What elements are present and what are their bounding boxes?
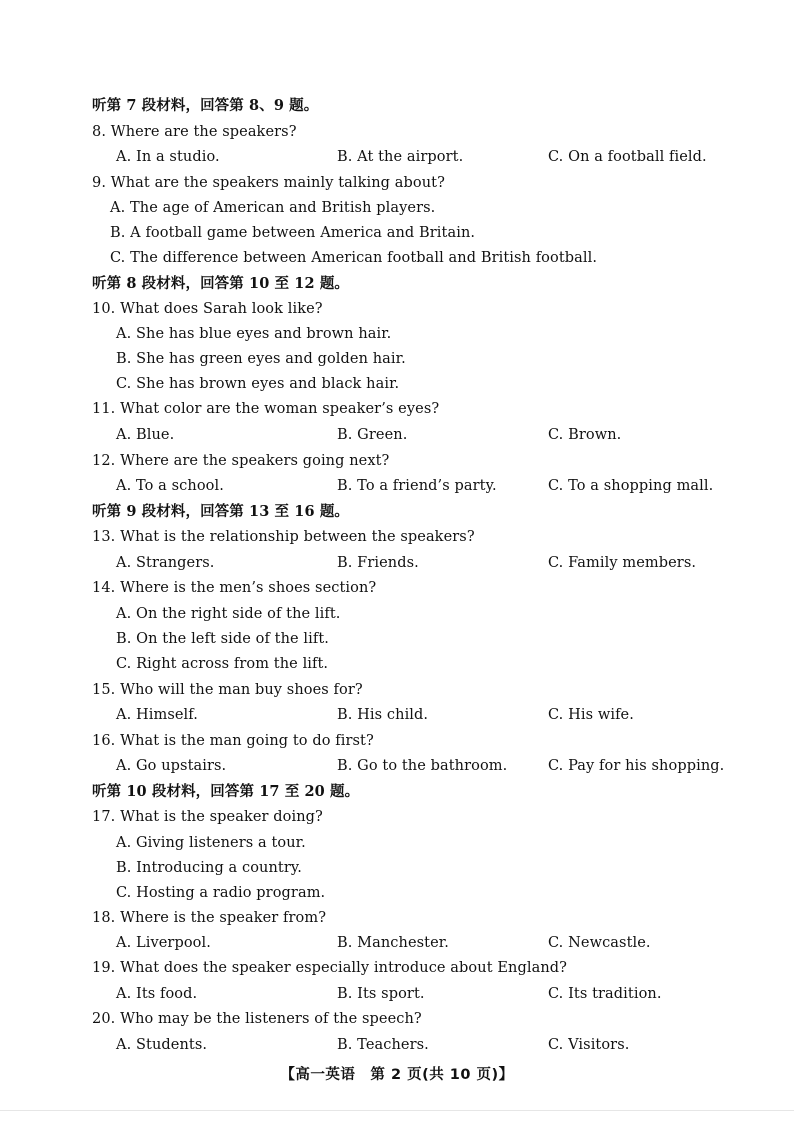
- question-9-option-c: C. The difference between American football and British football.: [110, 250, 598, 266]
- question-18-option-a: A. Liverpool.: [116, 935, 211, 951]
- question-18-option-b: B. Manchester.: [337, 935, 449, 951]
- question-12-option-a: A. To a school.: [116, 478, 224, 494]
- question-14-option-a: A. On the right side of the lift.: [116, 606, 341, 622]
- question-16-option-c: C. Pay for his shopping.: [548, 758, 725, 774]
- section-heading-7: 听第 7 段材料，回答第 8、9 题。: [92, 97, 319, 114]
- question-17: 17. What is the speaker doing?: [92, 809, 323, 825]
- question-14-option-c: C. Right across from the lift.: [116, 656, 329, 672]
- question-8-option-c: C. On a football field.: [548, 149, 707, 165]
- bottom-divider: [0, 1110, 794, 1111]
- question-12-option-b: B. To a friend’s party.: [337, 478, 497, 494]
- section-heading-10: 听第 10 段材料，回答第 17 至 20 题。: [92, 783, 360, 800]
- question-8-option-a: A. In a studio.: [116, 149, 220, 165]
- question-16: 16. What is the man going to do first?: [92, 733, 374, 749]
- question-17-option-b: B. Introducing a country.: [116, 860, 302, 876]
- question-11-option-a: A. Blue.: [116, 427, 175, 443]
- question-10-option-c: C. She has brown eyes and black hair.: [116, 376, 400, 392]
- question-16-option-b: B. Go to the bathroom.: [337, 758, 508, 774]
- question-12: 12. Where are the speakers going next?: [92, 453, 390, 469]
- question-11: 11. What color are the woman speaker’s eyes?: [92, 401, 440, 417]
- section-heading-8: 听第 8 段材料，回答第 10 至 12 题。: [92, 275, 350, 292]
- question-17-option-c: C. Hosting a radio program.: [116, 885, 326, 901]
- question-15: 15. Who will the man buy shoes for?: [92, 682, 363, 698]
- question-10-option-b: B. She has green eyes and golden hair.: [116, 351, 406, 367]
- question-13-option-a: A. Strangers.: [116, 555, 215, 571]
- question-20-option-c: C. Visitors.: [548, 1037, 630, 1053]
- question-8: 8. Where are the speakers?: [92, 124, 297, 140]
- question-20-option-a: A. Students.: [116, 1037, 208, 1053]
- page-footer: 【高一英语 第 2 页(共 10 页)】: [280, 1067, 514, 1083]
- question-9-option-b: B. A football game between America and Britain.: [110, 225, 476, 241]
- section-heading-9: 听第 9 段材料，回答第 13 至 16 题。: [92, 503, 350, 520]
- question-19-option-b: B. Its sport.: [337, 986, 425, 1002]
- question-8-option-b: B. At the airport.: [337, 149, 464, 165]
- question-18-option-c: C. Newcastle.: [548, 935, 651, 951]
- question-19: 19. What does the speaker especially introduce about England?: [92, 960, 568, 976]
- question-20: 20. Who may be the listeners of the speech?: [92, 1011, 422, 1027]
- question-11-option-c: C. Brown.: [548, 427, 622, 443]
- question-19-option-a: A. Its food.: [116, 986, 198, 1002]
- question-13-option-c: C. Family members.: [548, 555, 697, 571]
- question-15-option-a: A. Himself.: [116, 707, 198, 723]
- question-12-option-c: C. To a shopping mall.: [548, 478, 714, 494]
- question-14: 14. Where is the men’s shoes section?: [92, 580, 377, 596]
- question-11-option-b: B. Green.: [337, 427, 408, 443]
- question-13: 13. What is the relationship between the speakers?: [92, 529, 475, 545]
- question-16-option-a: A. Go upstairs.: [116, 758, 227, 774]
- question-9-option-a: A. The age of American and British players.: [110, 200, 436, 216]
- question-14-option-b: B. On the left side of the lift.: [116, 631, 329, 647]
- question-10: 10. What does Sarah look like?: [92, 301, 323, 317]
- question-20-option-b: B. Teachers.: [337, 1037, 429, 1053]
- question-10-option-a: A. She has blue eyes and brown hair.: [116, 326, 392, 342]
- question-17-option-a: A. Giving listeners a tour.: [116, 835, 306, 851]
- question-18: 18. Where is the speaker from?: [92, 910, 327, 926]
- question-15-option-b: B. His child.: [337, 707, 429, 723]
- question-15-option-c: C. His wife.: [548, 707, 634, 723]
- question-9: 9. What are the speakers mainly talking about?: [92, 175, 445, 191]
- question-19-option-c: C. Its tradition.: [548, 986, 662, 1002]
- question-13-option-b: B. Friends.: [337, 555, 419, 571]
